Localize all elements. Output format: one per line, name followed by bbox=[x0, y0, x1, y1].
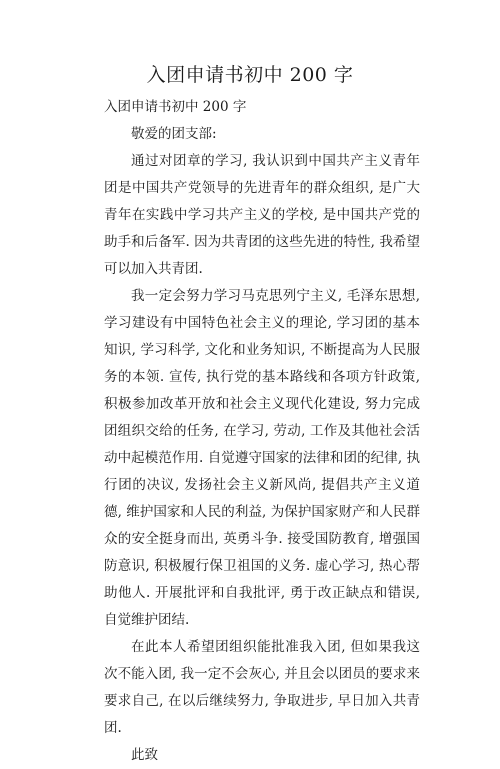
paragraph-2: 我一定会努力学习马克思列宁主义, 毛泽东思想, 学习建设有中国特色社会主义的理论, 学习团的基本知识, 学习科学, 文化和业务知识, 不断提高为人民服务的本领. 宣传, 执行党的基本路线和各项方针政策, 积极参加改革开放和社会主义现代化建设, 努力完成团组织交给的任务, 在学习, 劳动, 工作及其他社会活动中起模范作用. 自觉遵守国家的法律和团的纪律, 执行团的决议, 发扬社会主义新风尚, 提倡共产主义道德, 维护国家和人民的利益, 为保护国家财产和人民群众的安全挺身而出, 英勇斗争. 接受国防教育, 增强国防意识, 积极履行保卫祖国的义务. 虚心学习, 热心帮助他人. 开展批评和自我批评, 勇于改正缺点和错误, 自觉维护团结. bbox=[104, 288, 420, 628]
document-body bbox=[104, 94, 420, 769]
document-title: 入团申请书初中 200 字 bbox=[146, 64, 354, 86]
paragraph-3: 在此本人希望团组织能批准我入团, 但如果我这次不能入团, 我一定不会灰心, 并且会以团员的要求来要求自己, 在以后继续努力, 争取进步, 早日加入共青团. bbox=[104, 639, 420, 736]
salutation: 敬爱的团支部: bbox=[131, 126, 217, 142]
document-subtitle: 入团申请书初中 200 字 bbox=[104, 99, 247, 115]
paragraph-1: 通过对团章的学习, 我认识到中国共产主义青年团是中国共产党领导的先进青年的群众组织, 是广大青年在实践中学习共产主义的学校, 是中国共产党的助手和后备军. 因为共青团的这些先进的特性, 我希望可以加入共青团. bbox=[104, 153, 420, 277]
closing: 此致 bbox=[131, 747, 158, 763]
